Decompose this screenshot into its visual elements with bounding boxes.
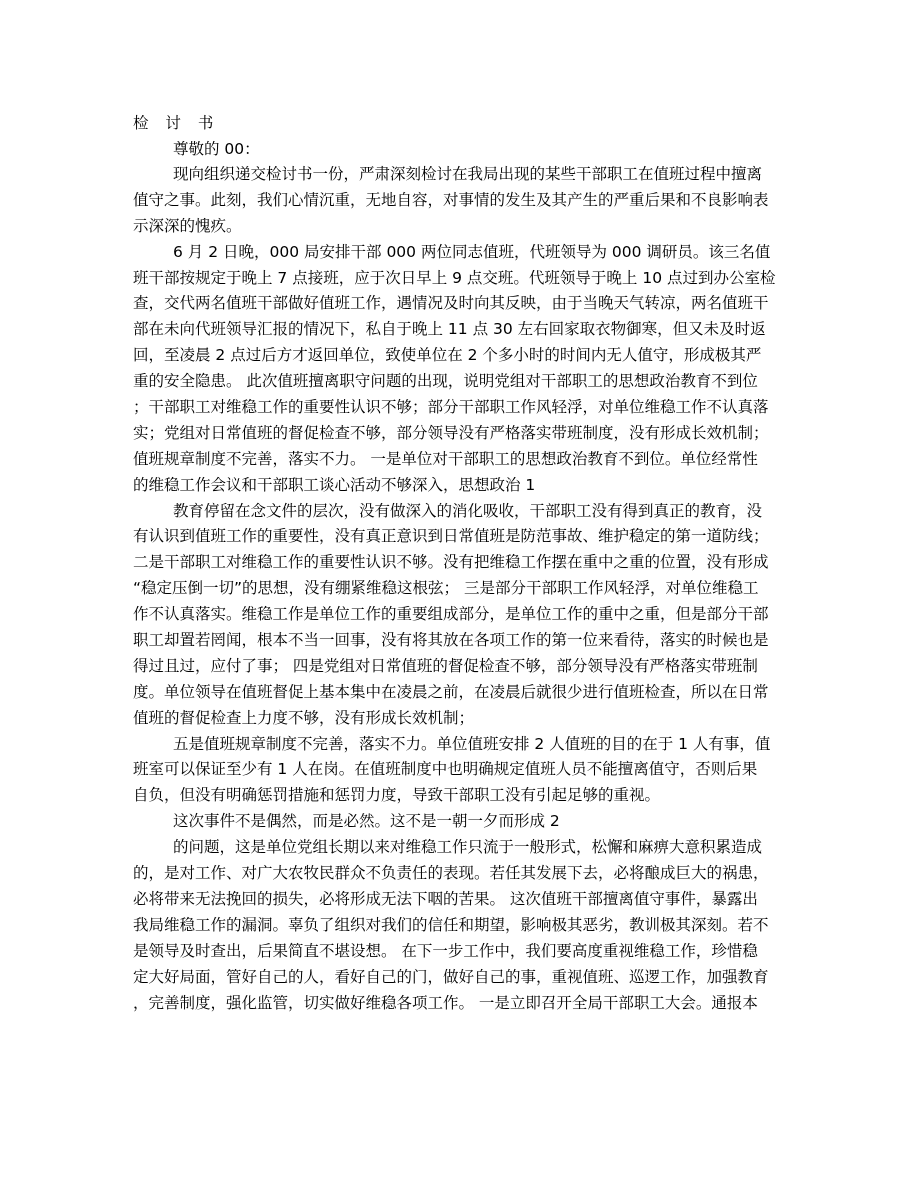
text-line: 职工却置若罔闻，根本不当一回事，没有将其放在各项工作的第一位来看待，落实的时候也是 — [133, 631, 769, 650]
text-line: “稳定压倒一切”的思想，没有绷紧维稳这根弦； 三是部分干部职工作风轻浮，对单位维稳工 — [133, 579, 759, 598]
text-line: 实；党组对日常值班的督促检查不够，部分领导没有严格落实带班制度，没有形成长效机制； — [133, 423, 769, 442]
text-line: 班干部按规定于晚上 7 点接班，应于次日早上 9 点交班。代班领导于晚上 10 点过到办公室检 — [133, 268, 776, 287]
text-line: 重的安全隐患。 此次值班擅离职守问题的出现，说明党组对干部职工的思想政治教育不到位 — [133, 372, 758, 391]
text-line: ；干部职工对维稳工作的重要性认识不够；部分干部职工作风轻浮，对单位维稳工作不认真落 — [133, 398, 769, 417]
text-line: 是领导及时查出，后果简直不堪设想。 在下一步工作中，我们要高度重视维稳工作，珍惜稳 — [133, 941, 758, 960]
text-line: 示深深的愧疚。 — [133, 216, 242, 235]
greeting-line: 尊敬的 00： — [173, 140, 260, 158]
text-line: 的维稳工作会议和干部职工谈心活动不够深入，思想政治 1 — [133, 475, 536, 494]
text-line: 班室可以保证至少有 1 人在岗。在值班制度中也明确规定值班人员不能擅离值守，否则后果 — [133, 760, 758, 779]
text-line: 我局维稳工作的漏洞。辜负了组织对我们的信任和期望，影响极其恶劣，教训极其深刻。若不 — [133, 915, 769, 934]
text-line: 这次事件不是偶然，而是必然。这不是一朝一夕而形成 2 — [173, 812, 560, 831]
text-line: 的，是对工作、对广大农牧民群众不负责任的表现。若任其发展下去，必将酿成巨大的祸患， — [133, 864, 769, 883]
text-line: 二是干部职工对维稳工作的重要性认识不够。没有把维稳工作摆在重中之重的位置，没有形成 — [133, 553, 769, 572]
text-line: 度。单位领导在值班督促上基本集中在凌晨之前，在凌晨后就很少进行值班检查，所以在日常 — [133, 682, 769, 701]
text-line: 必将带来无法挽回的损失，必将形成无法下咽的苦果。 这次值班干部擅离值守事件，暴露出 — [133, 889, 758, 908]
text-line: 教育停留在念文件的层次，没有做深入的消化吸收，干部职工没有得到真正的教育，没 — [173, 501, 763, 520]
text-line: 查，交代两名值班干部做好值班工作，遇情况及时向其反映，由于当晚天气转凉，两名值班干 — [133, 294, 769, 313]
text-line: 值班的督促检查上力度不够，没有形成长效机制； — [133, 708, 475, 727]
text-line: 有认识到值班工作的重要性，没有真正意识到日常值班是防范事故、维护稳定的第一道防线； — [133, 527, 769, 546]
paragraph — [133, 240, 785, 499]
text-line: 部在未向代班领导汇报的情况下，私自于晚上 11 点 30 左右回家取衣物御寒，但又未及时返 — [133, 320, 766, 339]
text-line: 自负，但没有明确惩罚措施和惩罚力度，导致干部职工没有引起足够的重视。 — [133, 786, 661, 805]
paragraph — [133, 162, 785, 240]
text-line: 回，至凌晨 2 点过后方才返回单位，致使单位在 2 个多小时的时间内无人值守，形成极其严 — [133, 346, 762, 365]
document-title: 检 讨 书 — [133, 114, 220, 132]
text-line: 6 月 2 日晚，000 局安排干部 000 两位同志值班，代班领导为 000 调研员。该三名值 — [173, 242, 771, 261]
document-page — [133, 110, 785, 1016]
paragraph — [133, 835, 785, 1016]
text-line: 五是值班规章制度不完善，落实不力。单位值班安排 2 人值班的目的在于 1 人有事，值 — [173, 734, 771, 753]
text-line: ，完善制度，强化监管，切实做好维稳各项工作。 一是立即召开全局干部职工大会。通报本 — [133, 993, 758, 1012]
paragraph — [133, 809, 785, 835]
paragraph — [133, 499, 785, 732]
document-body — [133, 162, 785, 1016]
text-line: 得过且过，应付了事； 四是党组对日常值班的督促检查不够，部分领导没有严格落实带班制 — [133, 656, 758, 675]
text-line: 值守之事。此刻，我们心情沉重，无地自容，对事情的发生及其产生的严重后果和不良影响表 — [133, 190, 769, 209]
text-line: 定大好局面，管好自己的人，看好自己的门，做好自己的事，重视值班、巡逻工作，加强教育 — [133, 967, 769, 986]
text-line: 作不认真落实。维稳工作是单位工作的重要组成部分，是单位工作的重中之重，但是部分干部 — [133, 605, 769, 624]
text-line: 的问题，这是单位党组长期以来对维稳工作只流于一般形式，松懈和麻痹大意积累造成 — [173, 838, 763, 857]
text-line: 值班规章制度不完善，落实不力。 一是单位对干部职工的思想政治教育不到位。单位经常性 — [133, 449, 758, 468]
text-line: 现向组织递交检讨书一份，严肃深刻检讨在我局出现的某些干部职工在值班过程中擅离 — [173, 165, 763, 183]
paragraph — [133, 732, 785, 810]
